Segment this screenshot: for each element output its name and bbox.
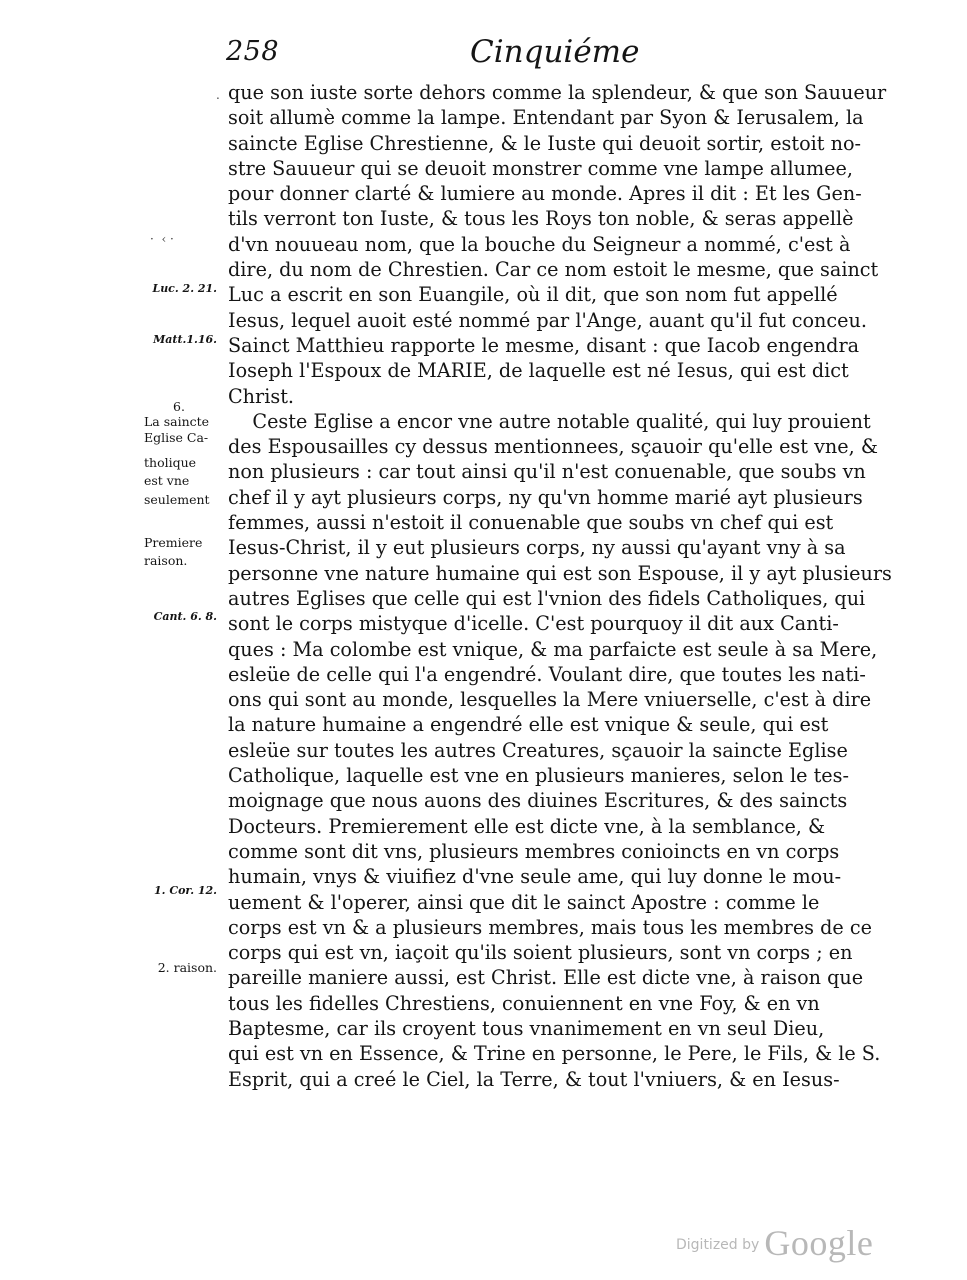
- text-line: des Espousailles cy dessus mentionnees, sçauoir qu'elle est vne, &: [228, 435, 878, 459]
- section-number: 6.: [173, 399, 185, 414]
- text-line: qui est vn en Essence, & Trine en personne, le Pere, le Fils, & le S.: [228, 1042, 881, 1066]
- text-line: corps est vn & a plusieurs membres, mais tous les membres de ce: [228, 915, 872, 939]
- text-line: femmes, aussi n'estoit il conuenable que soubs vn chef qui est: [228, 511, 834, 535]
- text-line: saincte Eglise Chrestienne, & le Iuste qui deuoit sortir, estoit no-: [228, 131, 862, 155]
- margin-note-seconde-raison: 2. raison.: [157, 960, 217, 975]
- text-line: Iesus-Christ, il y eut plusieurs corps, ny aussi qu'ayant vny à sa: [228, 536, 846, 560]
- text-line: personne vne nature humaine qui est son Espouse, il y ayt plusieurs: [228, 561, 892, 585]
- margin-note-line: tholique: [144, 455, 197, 470]
- margin-note-line: La saincte: [144, 414, 210, 429]
- text-line: Docteurs. Premierement elle est dicte vne, à la semblance, &: [228, 814, 826, 838]
- margin-note-line: est vne: [144, 473, 190, 488]
- text-line: dire, du nom de Chrestien. Car ce nom estoit le mesme, que sainct: [228, 258, 879, 282]
- text-line: Catholique, laquelle est vne en plusieurs manieres, selon le tes-: [228, 764, 849, 788]
- text-line: d'vn nouueau nom, que la bouche du Seigneur a nommé, c'est à: [228, 232, 851, 256]
- text-line: Ceste Eglise a encor vne autre notable qualité, qui luy prouient: [228, 409, 871, 433]
- text-line: soit allumè comme la lampe. Entendant par Syon & Ierusalem, la: [228, 106, 864, 130]
- text-line: pareille maniere aussi, est Christ. Elle est dicte vne, à raison que: [228, 966, 864, 990]
- text-line: chef il y ayt plusieurs corps, ny qu'vn homme marié ayt plusieurs: [228, 485, 863, 509]
- margin-note-line: Eglise Ca-: [144, 430, 209, 445]
- google-watermark: [676, 1222, 873, 1264]
- text-line: Luc a escrit en son Euangile, où il dit, que son nom fut appellé: [228, 283, 838, 307]
- text-line: humain, vnys & viuifiez d'vne seule ame, qui luy donne le mou-: [228, 865, 842, 889]
- text-line: pour donner clarté & lumiere au monde. Apres il dit : Et les Gen-: [228, 182, 862, 206]
- margin-note-line: seulement: [144, 492, 210, 507]
- text-line: ques : Ma colombe est vnique, & ma parfaicte est seule à sa Mere,: [228, 637, 878, 661]
- page-number: 258: [226, 36, 280, 67]
- text-line: comme sont dit vns, plusieurs membres conioincts en vn corps: [228, 839, 840, 863]
- text-line: Baptesme, car ils croyent tous vnanimement en vn seul Dieu,: [228, 1016, 825, 1040]
- text-line: moignage que nous auons des diuines Escritures, & des saincts: [228, 789, 848, 813]
- text-line: Esprit, qui a creé le Ciel, la Terre, & tout l'vniuers, & en Iesus-: [228, 1067, 840, 1091]
- text-line: Christ.: [228, 384, 295, 408]
- watermark-prefix: Digitized by: [676, 1237, 760, 1253]
- text-line: Ioseph l'Espoux de MARIE, de laquelle est né Iesus, qui est dict: [228, 359, 849, 383]
- text-line: esleüe de celle qui l'a engendré. Voulant dire, que toutes les nati-: [228, 662, 866, 686]
- text-line: ons qui sont au monde, lesquelles la Mere vniuerselle, c'est à dire: [228, 688, 872, 712]
- text-line: autres Eglises que celle qui est l'vnion des fidels Catholiques, qui: [228, 586, 866, 610]
- text-line: tils verront ton Iuste, & tous les Roys ton noble, & seras appellè: [228, 207, 854, 231]
- margin-ref-luc: Luc. 2. 21.: [152, 282, 217, 295]
- text-line: tous les fidelles Chrestiens, conuiennent en vne Foy, & en vn: [228, 991, 820, 1015]
- margin-note-line: Premiere: [144, 535, 203, 550]
- margin-note-line: raison.: [144, 553, 188, 568]
- text-line: Sainct Matthieu rapporte le mesme, disant : que Iacob engendra: [228, 333, 860, 357]
- body-text: [228, 80, 892, 1092]
- text-line: sont le corps mistyque d'icelle. C'est pourquoy il dit aux Canti-: [228, 612, 839, 636]
- text-line: esleüe sur toutes les autres Creatures, sçauoir la saincte Eglise: [228, 738, 848, 762]
- margin-notes: [0, 0, 225, 1280]
- margin-ref-matt: Matt.1.16.: [153, 333, 217, 346]
- text-line: corps qui est vn, iaçoit qu'ils soient plusieurs, sont vn corps ; en: [228, 941, 853, 965]
- text-line: non plusieurs : car tout ainsi qu'il n'est conuenable, que soubs vn: [228, 460, 866, 484]
- running-head: Cinquiéme: [470, 34, 640, 70]
- text-line: la nature humaine a engendré elle est vnique & seule, qui est: [228, 713, 829, 737]
- text-line: stre Sauueur qui se deuoit monstrer comme vne lampe allumee,: [228, 156, 853, 180]
- margin-ref-cant: Cant. 6. 8.: [153, 610, 217, 623]
- margin-ref-cor: 1. Cor. 12.: [154, 884, 217, 897]
- text-line: que son iuste sorte dehors comme la splendeur, & que son Sauueur: [228, 81, 887, 104]
- stray-mark: · ‹ ·: [150, 232, 174, 246]
- google-logo: Google: [764, 1223, 874, 1263]
- text-line: uement & l'operer, ainsi que dit le sainct Apostre : comme le: [228, 890, 820, 914]
- stray-mark: .: [216, 88, 220, 102]
- text-line: Iesus, lequel auoit esté nommé par l'Ange, auant qu'il fut conceu.: [228, 308, 867, 332]
